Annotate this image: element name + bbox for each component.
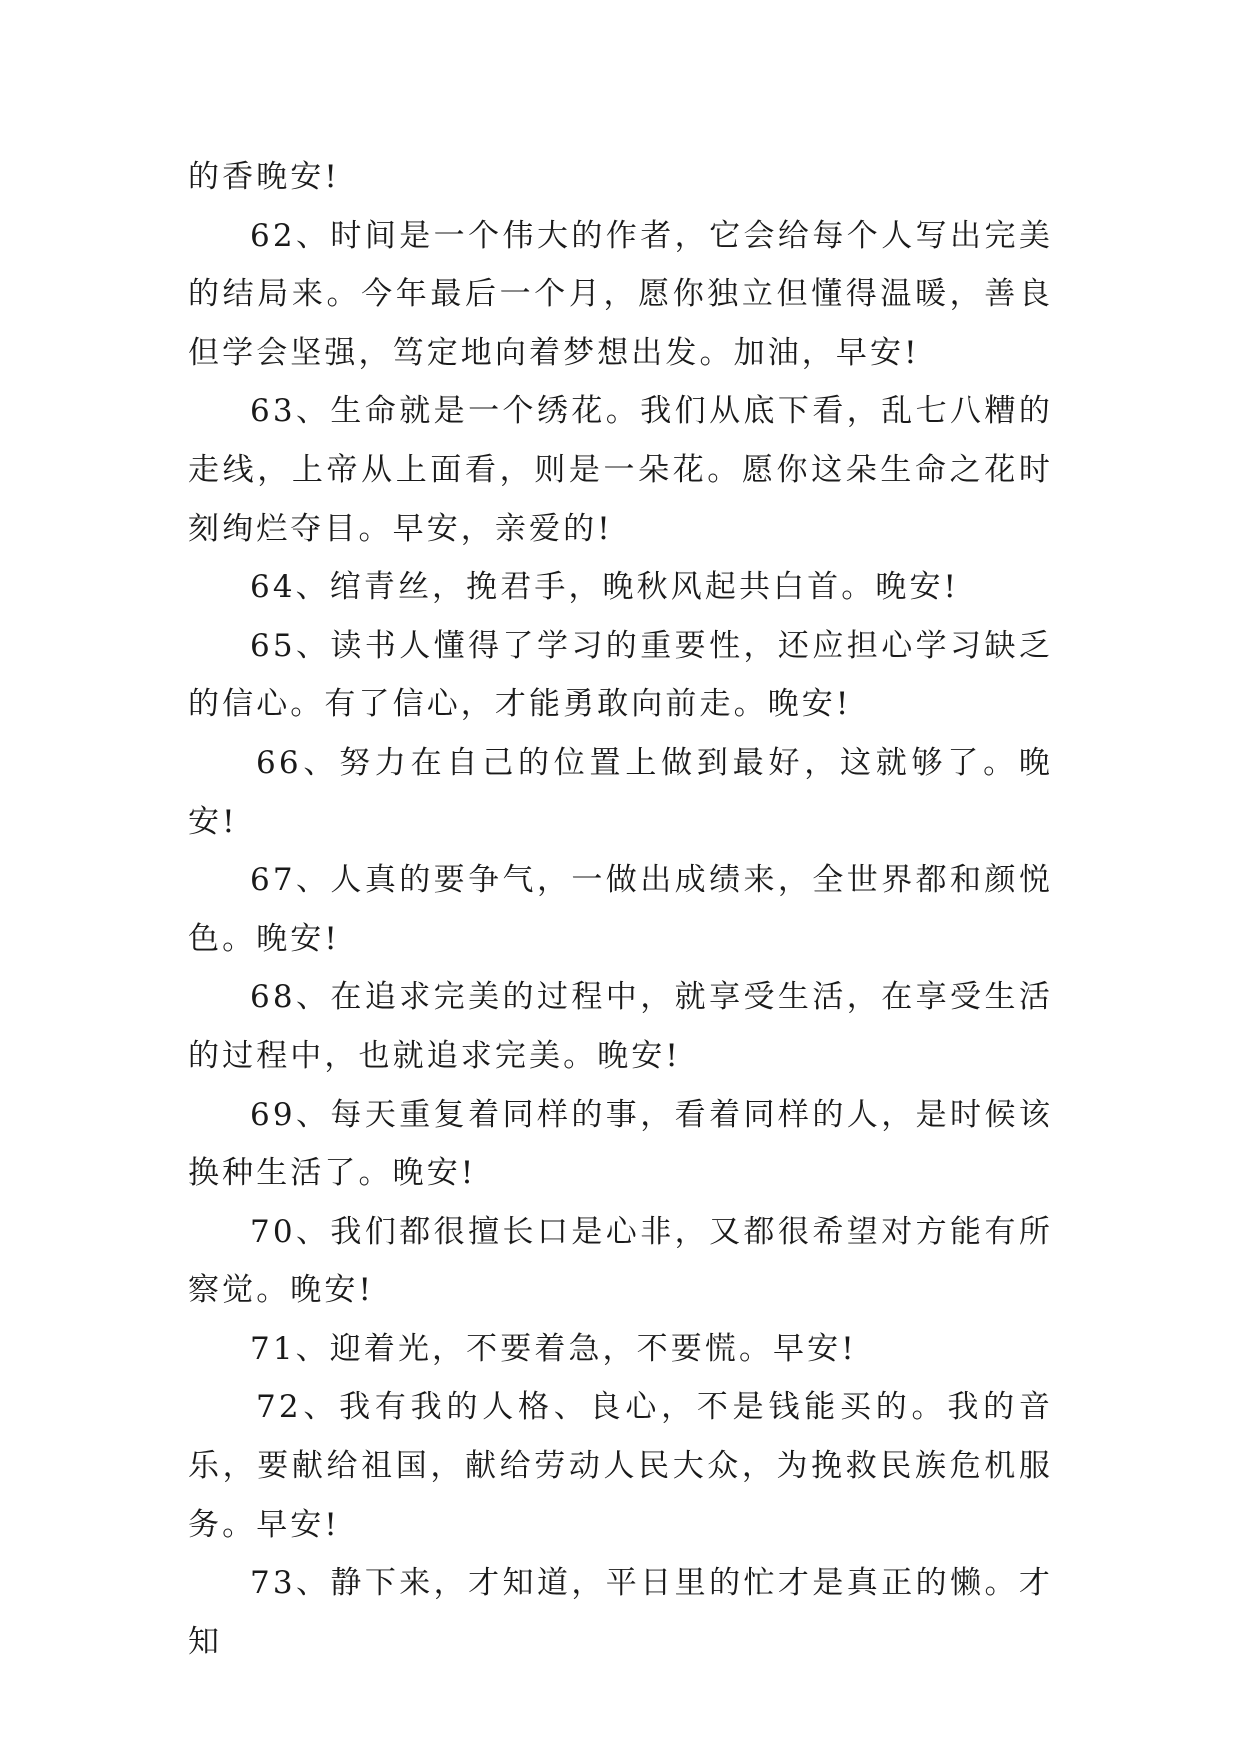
paragraph-71: 71、迎着光，不要着急，不要慌。早安! bbox=[250, 1330, 857, 1367]
paragraph-62: 62、时间是一个伟大的作者，它会给每个人写出完美的结局来。今年最后一个月，愿你独立但懂得温暖，善良但学会坚强，笃定地向着梦想出发。加油，早安! bbox=[188, 217, 1053, 371]
paragraph-65: 65、读书人懂得了学习的重要性，还应担心学习缺乏的信心。有了信心，才能勇敢向前走。晚安! bbox=[188, 627, 1053, 723]
paragraph-72: 72、我有我的人格、良心，不是钱能买的。我的音乐，要献给祖国，献给劳动人民大众，为挽救民族危机服务。早安! bbox=[188, 1389, 1053, 1543]
paragraph-64: 64、绾青丝，挽君手，晚秋风起共白首。晚安! bbox=[250, 569, 960, 606]
document-body bbox=[188, 148, 1053, 1671]
paragraph-continuation: 的香晚安! bbox=[188, 159, 340, 195]
paragraph-67: 67、人真的要争气，一做出成绩来，全世界都和颜悦色。晚安! bbox=[188, 862, 1053, 957]
paragraph-68: 68、在追求完美的过程中，就享受生活，在享受生活的过程中，也就追求完美。晚安! bbox=[188, 979, 1053, 1074]
paragraph-63: 63、生命就是一个绣花。我们从底下看，乱七八糟的走线，上帝从上面看，则是一朵花。愿你这朵生命之花时刻绚烂夺目。早安，亲爱的! bbox=[188, 393, 1053, 547]
paragraph-73: 73、静下来，才知道，平日里的忙才是真正的懒。才知 bbox=[188, 1565, 1053, 1660]
paragraph-66: 66、努力在自己的位置上做到最好，这就够了。晚安! bbox=[188, 744, 1053, 840]
paragraph-70: 70、我们都很擅长口是心非，又都很希望对方能有所察觉。晚安! bbox=[188, 1213, 1053, 1309]
paragraph-69: 69、每天重复着同样的事，看着同样的人，是时候该换种生活了。晚安! bbox=[188, 1096, 1053, 1192]
